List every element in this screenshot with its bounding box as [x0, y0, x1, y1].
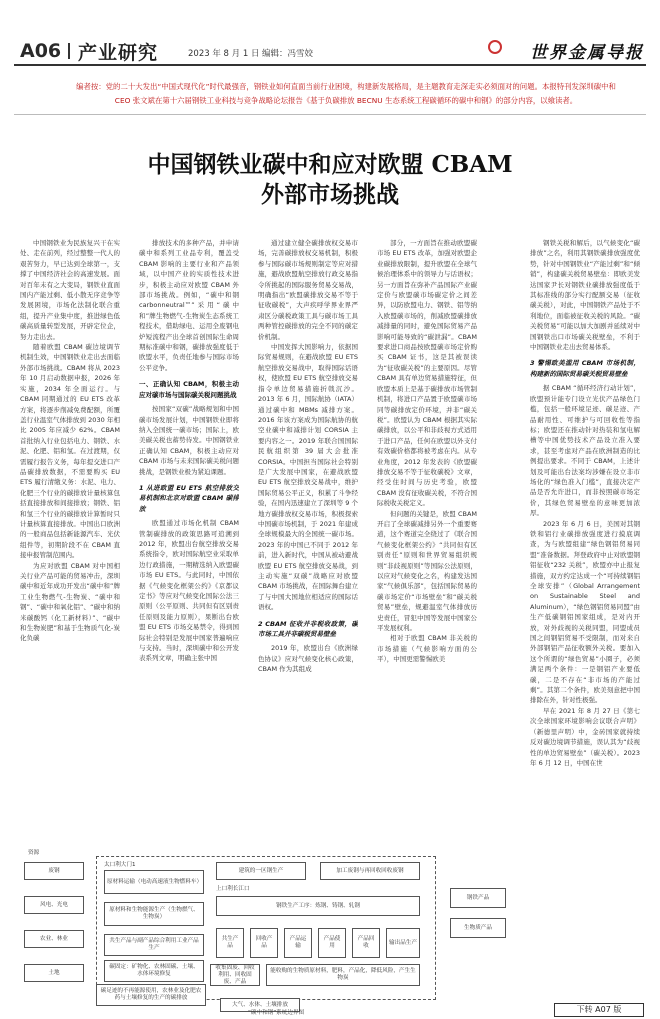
paragraph: 按国家“双碳”战略规划和中国碳市场发展计划，中国钢铁业即将纳入全国统一碳市场；国际上，欧美碳关税也蓄势待发。中国钢铁业正确认知 CBAM，积极主动应对 CBAM 市场与未来国际碳关税问题挑战，是钢铁业极为紧迫课题。	[139, 405, 239, 476]
paragraph: 中国发挥大国影响力，依据国际贸易规则，在避战欧盟 EU ETS 航空排放交易战中，取得国际话语权，使欧盟 EU ETS 航空排放交易指令单边贸易措施折戟沉沙。2013 年 6 月，国际航协（IATA）通过碳中和 MBMs 减排方案。2016 年该方案成为国际航协的航空业碳中和减排计划 CORSIA 主要内容之一。2019 年联合国国际民航组织第 39 届大会批准 CORSIA。中国担当国际社会特别是广大发展中国家，在避战欧盟 EU ETS 航空排放交易战中，维护国际贸易公平正义，积累了斗争经验，在国内迅速建立了深圳等 9 个地方碳排放权交易市场，积极探索中国碳市场机制，于 2021 年建成全球规模最大的全国统一碳市场。2023 年的中国已不同于 2012 年前，进入新时代，中国从被动避战欧盟 EU ETS 航空排放交易战，到主动实施“双碳”战略应对欧盟 CBAM 市场挑战，在国际舞台建立了与中国大国地位相适应的国际话语权。	[258, 343, 358, 612]
paragraph: 中国钢铁业为民族复兴干在实处、走在前列，经过整整一代人的艰苦努力，早已达到全球第一，支撑了中国经济社会的高速发展。面对百年未有之大变局，钢铁业直面国内产能过剩、低小散无序竞争等发展困境，市场化法制化联合重组，提升产业集中度，推进绿色低碳高质量转型发展，开辟定位企，努力走出去。	[20, 239, 120, 341]
subsection-heading: 2 CBAM 征收并非税收政策，碳市场工具并非碳税贸易壁垒	[258, 619, 358, 639]
article-column-4	[377, 238, 477, 848]
renew-box: 建筑的一区钢生产	[216, 862, 306, 880]
masthead-logo-icon	[488, 40, 502, 54]
steel-output-box: 钢铁产品	[450, 888, 506, 908]
recycle-box: 加工废钢与再回收回收废钢	[320, 862, 420, 880]
biomass-output-box: 生物质产品	[450, 918, 506, 938]
paragraph: 2023 年 6 月 6 日，美国对其钢铁和铝行业碳排放强度进行摸底调查，为与欧盟组建“绿色钢铝贸易同盟”准备数据。拜登政府中止对欧盟钢铝征收“232 关税”，欧盟亦中止报复措施，双方约定达成一个“可持续钢铝全球安排”（Global Arrangement on Sustainable Steel and Aluminum），“绿色钢铝贸易同盟”由生产低碳钢铝国家组成，是对内开放，对外歧视的关税同盟，同盟成员国之间钢铝贸易不受限制，而对来自外部钢铝产品征收额外关税。要加入这个所谓的“绿色贸易”小圈子，必须满足两个条件：一是钢铝产业要低碳，二是不存在“非市场的产能过剩”。其第二个条件，欧美刻意把中国排除在外，针对性极强。	[530, 519, 640, 705]
diagram-resource-label: 资源	[28, 850, 40, 856]
inner-boundary-label: 上口利长江口	[216, 886, 250, 892]
source-box: 废钢	[24, 862, 84, 880]
paragraph: 通过建立健全碳排放权交易市场，完善碳排放权交易机制，积极参与国际碳市场规则制定等应对措施，避战欧盟航空排放行政交易指令所挑起的国际服务贸易交易战，明确指出“欧盟碳排放交易不等于征收碳税”，大声疾呼学界业界严肃区分碳税政策工具与碳市场工具两种管控碳排放的完全不同的碳定价机制。	[258, 239, 358, 341]
article-column-1	[20, 238, 120, 848]
carbon-soil-box: 能收购的生物质原材料，肥料，产品化，降低风险，产生生物炭	[266, 964, 420, 986]
header-rule	[14, 64, 646, 66]
source-box: 风电、光电	[24, 896, 84, 914]
paragraph: 相对于欧盟 CBAM 非关税的市场措施（气候影响方面的公平），中国更需警惕欧美	[377, 634, 477, 664]
paragraph: 排放技术的多种产品，并申请碳中和系列工业品专利，覆盖受 CBAM 影响的主要行业和产品领域，以中国产业的实质性技术进步，积极主动应对欧盟 CBAM 外部市场挑战。例如，“碳中和钢 carbonneutral™”采用“碳中和”牌生物燃气-生物炭生态系统工程技术，借助绿电、运用全废钢电炉短流程产出全球首创国际生命周期标准碳中和钢，碳排放强度低于欧盟水平，负责任地参与国际市场公平竞争。	[139, 239, 239, 372]
paragraph: 为应对欧盟 CBAM 对中国相关行业产品可能的贸易冲击，深圳碳中和近年成功开发出“碳中和”牌工业生物燃气-生物炭、“碳中和钢”、“碳中和氧化铝”、“碳中和纳米碳酸钙（化工新材料）”、“碳中和生物炭肥”和基于生物质气化-炭化负碳	[20, 561, 120, 643]
paragraph: 欧盟通过市场化机制 CBAM 管制碳排放的政策思路可追溯到 2012 年，欧盟出台航空排放交易系统指令，欧对国际航空业采取单边行政措施，一期精选纳入欧盟碳市场 EU ETS。与此同时，中国依据《气候变化框架公约》《京都议定书》等应对气候变化国际公法三原则（公平原则、共同但有区别责任原则及能力原则），果断出台欧盟 EU ETS 市场交易禁令，得到国际社会特别是发展中国家普遍响应与支持。当时，深圳碳中和公开发表系列文章，明确主张中国	[139, 519, 239, 663]
section-name: 产业研究	[78, 42, 159, 64]
paragraph: 随着欧盟 CBAM 碳边境调节机制生效，中国钢铁业走出去面临外部市场挑战。CBAM 将从 2023 年 10 月启动数据申报，2026 年实施，2034 年全面运行。与 CBAM 同期通过的 EU ETS 改革方案，将逐步削减免费配额，所覆盖行业温室气体排放到 2030 年相比 2005 年应减少 62%。CBAM 首批纳入行业包括电力、钢铁、水泥、化肥、铝和氢。在过渡期，仅需履行报告义务，每年提交进口产品碳排放数据，不需要购买 EU ETS 履行清缴义务：水泥、电力、化肥三个行业的碳排放计量核算包括直接排放和间接排放；钢铁、铝和氢三个行业的碳排放计算暂时只计量核算直接排放。中国出口欧洲的一般商品包括新能源汽车、光伏组件等，初期阶段不在 CBAM 直接申报管制范围内。	[20, 343, 120, 560]
land-emission-box: 大气、水体、土壤排放	[220, 998, 300, 1012]
article-column-3	[258, 238, 358, 848]
paragraph: 据 CBAM “循环经济行动计划”，欧盟预计能专门设立光伏产品绿色门槛，包括一般环境足迹、碳足迹、产品耐用性、可维护与可回收性等指标；欧盟还在推动针对热装和氢电解槽等中国优势技术产品设立准入要求，甚至考虑对产品在欧洲制造的比例提出要求。不同于 CBAM，上述计划及可能出台法案均涉嫌在设立非市场化的“绿色准入门槛”，直接决定产品是否允许进口，而非按照碳市场定价，其绿色贸易壁垒的意味更加浓厚。	[530, 384, 640, 518]
stage-box: 共生产品	[216, 928, 244, 958]
byproduct-box: 收集固废、回收利用、回收固废、产品	[210, 964, 260, 986]
steel-process-box: 钢铁生产工序：炼钢、铸钢、轧钢	[216, 896, 420, 916]
paragraph: 部分，一方面旨在推动欧盟碳市场 EU ETS 改革，加强对欧盟企业碳排放限制，提升欧盟在全球气候治理体系中的领导力与话语权；另一方面旨在弥补产品国际产业碳定价与欧盟碳市场碳定价之间差异，以防欧盟电力、钢铁、铝等纳入欧盟碳市场的，削减欧盟碳排放减排量的同时，避免国际贸易产品影响可能导致的“碳泄漏”。CBAM 要求进口商品按欧盟碳市场定价购买 CBAM 证书，这是其被误读为“征收碳关税”的主要原因。尽管 CBAM 具有单边贸易措施特征，但欧盟本质上是基于碳排放市场管制机制，将进口产品置于欧盟碳市场同等碳排放定价环境，并非“碳关税”。欧盟认为 CBAM 根据其实际碳排放，以公平和非歧视方式适用于进口产品，任何在欧盟以外支付有效碳价格都将被考虑在内。从专业角度，2012 年发表的《欧盟碳排放交易不等于征收碳税》文章，经受住时间与历史考验，欧盟 CBAM 没有征收碳关税，不符合国际税收关税定义。	[377, 239, 477, 508]
raw-material-box: 原材料运输（电动高速液生物燃料车）	[104, 870, 204, 894]
section-heading: 一、正确认知 CBAM，积极主动应对碳市场与国际碳关税问题挑战	[139, 380, 239, 399]
system-boundary-diagram	[20, 848, 510, 1018]
subsection-heading: 1 从进欧盟 EU ETS 航空排放交易机制和北京对欧盟 CBAM 碳排放	[139, 483, 239, 513]
bottom-emission-box: 碳足迹的不再能源使用，农林业及化肥农药与土壤修复的生产的碳排放	[96, 984, 206, 1006]
source-box: 农业、林业	[24, 930, 84, 948]
boundary-label: 太口利大门1	[104, 862, 136, 868]
biomass-box: 原材料和生物能源生产（生物燃气、生物炭）	[104, 902, 204, 926]
stage-box: 产品使用	[318, 928, 346, 958]
article-column-5	[530, 238, 640, 998]
stage-box: 产品运输	[284, 928, 312, 958]
issue-date: 2023 年 8 月 1 日	[188, 49, 260, 59]
editor-credit: 编辑：冯雪姣	[262, 49, 314, 59]
paragraph: 早在 2021 年 8 月 27 日《第七次全球国家环境影响会议联合声明》（新德里声明）中，金砖国家就持续反对碳边境调节措施，误认其为“歧视性的单边贸易壁垒”（碳关税）。2023 年 6 月 12 日，中国在世	[530, 706, 640, 767]
diagram-caption: “碳中和钢”系统边界图	[248, 1010, 305, 1016]
editor-note: 编者按：党的二十大发出“中国式现代化”时代最强音，钢铁业如何直面当前行业困境，构建新发展格局，是主题教育走深走实必须面对的问题。本报特刊发深圳碳中和 CEO 张文斌在第十六届钢铁工业科技与竞争战略论坛报告《基于负碳排放 BECNU 生态系统工程碳循环的碳中和钢》的部分内容，以飨读者。	[76, 82, 616, 105]
paragraph: 2019 年，欧盟出台《欧洲绿色协议》应对气候变化核心政策，CBAM 作为其组成	[258, 644, 358, 674]
section-divider	[68, 43, 70, 59]
stage-box: 输出品生产	[386, 928, 420, 958]
article-title-line2: 外部市场挑战	[261, 181, 399, 208]
masthead: 世界金属导报	[530, 43, 644, 63]
ccus-box: 共生产品与副产品综合利用工业产品生产	[104, 934, 204, 956]
stage-box: 产品回收	[352, 928, 380, 958]
article-title	[30, 150, 630, 210]
article-title-line1: 中国钢铁业碳中和应对欧盟 CBAM	[147, 151, 513, 178]
subsection-heading: 3 警惕欧美滥用 CBAM 市场机制，构建新的国际贸易碳关税贸易壁垒	[530, 359, 640, 378]
paragraph: 但问题的关键是，欧盟 CBAM 开启了全球碳减排另外一个重要赛道，这个赛道完全绕过了《联合国气候变化框架公约》“共同但有区别责任”原则和世界贸易组织规则“非歧视原则”等国际公法原则，以应对气候变化之名，构建发达国家“气候俱乐部”，包括国际贸易的碳市场定价“市场壁垒”和“碳关税贸易”壁垒，规避温室气体排放历史责任，冒犯中国等发展中国家公平发展权利。	[377, 509, 477, 633]
page-header	[0, 0, 660, 64]
source-box: 土地	[24, 964, 84, 982]
stage-box: 回收产品	[250, 928, 278, 958]
carbon-fix-box: 碳固定：矿物化、农林固碳、土壤、水体环境修复	[104, 960, 204, 982]
note-rule	[14, 114, 646, 115]
paragraph: 钢铁关税和解后，以气候变化“碳排放”之名，利用其钢铁碳排放强度优势，针对中国钢铁业“产能过剩”和“倾销”，构建碳关税贸易壁垒：即欧美发达国家尹长对钢铁业碳排放强度低于其标准线的部分实行配额交易（征收碳关税），对此，中国钢铁产品处于不利地位，面临被征收关税的风险。“碳关税贸易”可能以加大加剧并延续对中国钢铁出口市场碳关税壁垒，不利于中国钢铁业走出去贸易体系。	[530, 239, 640, 352]
section-number: A06	[20, 40, 62, 62]
article-column-2	[139, 238, 239, 848]
continued-page-label: 下转 A07 版	[554, 1003, 644, 1017]
